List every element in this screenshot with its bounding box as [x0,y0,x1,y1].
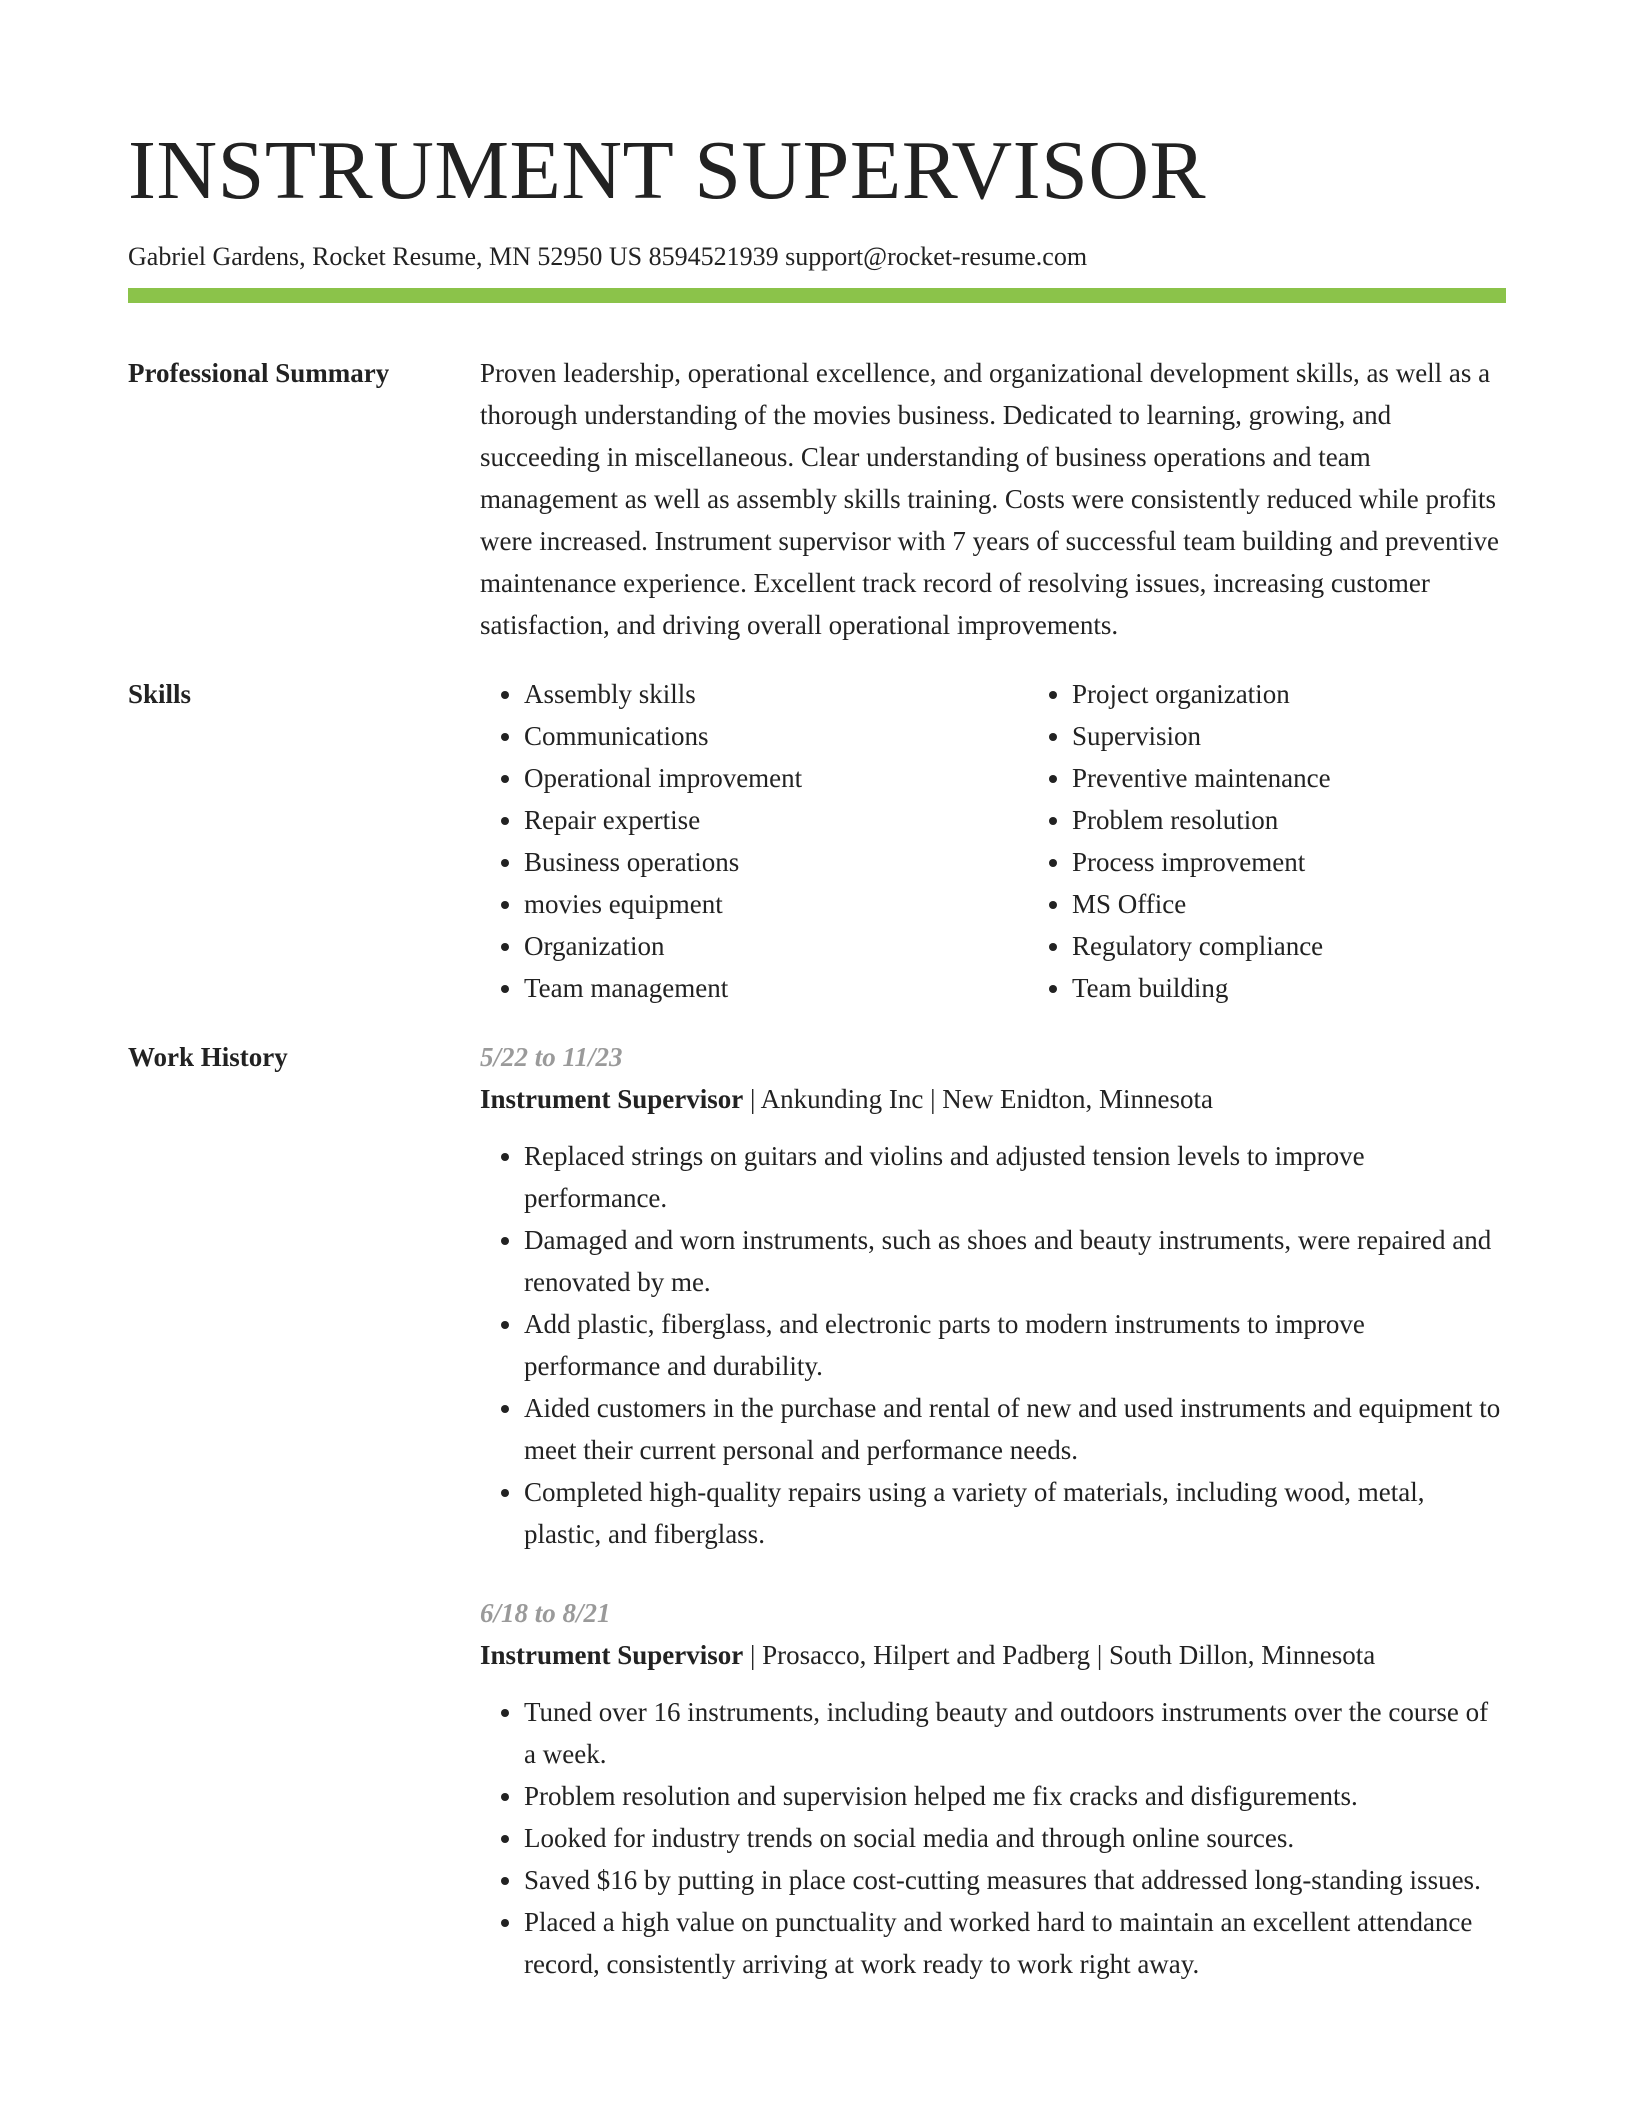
resume-page [128,0,1506,1985]
skills-heading: Skills [128,679,192,709]
job-bullet: • Placed a high value on punctuality and worked hard to maintain an excellent attendance record, consistently arriving at work ready to work right away. [524,1901,1506,1985]
skill-item: • Organization [524,925,1028,967]
work-history-section [128,1036,1506,1985]
skills-list-right [1028,673,1576,1009]
job-heading [480,1634,1506,1676]
skill-item: • Preventive maintenance [1072,757,1576,799]
skill-item: • Team building [1072,967,1576,1009]
job-bullets [480,1135,1506,1555]
skill-item: • MS Office [1072,883,1576,925]
work-history-body [480,1036,1506,1985]
job-dates: 5/22 to 11/23 [480,1042,623,1072]
job-details: | Ankunding Inc | New Enidton, Minnesota [743,1084,1214,1114]
skill-item: • Supervision [1072,715,1576,757]
skills-list-left [480,673,1028,1009]
accent-divider [128,288,1506,303]
skill-item: • Regulatory compliance [1072,925,1576,967]
resume-title: INSTRUMENT SUPERVISOR [128,124,1207,217]
job-bullets [480,1691,1506,1985]
job-details: | Prosacco, Hilpert and Padberg | South Dillon, Minnesota [743,1640,1376,1670]
job-heading [480,1078,1506,1120]
skill-item: • Project organization [1072,673,1576,715]
skill-item: • Business operations [524,841,1028,883]
skill-item: • Problem resolution [1072,799,1576,841]
job-bullet: • Completed high-quality repairs using a variety of materials, including wood, metal, plastic, and fiberglass. [524,1471,1506,1555]
skill-item: • Team management [524,967,1028,1009]
job-bullet: • Damaged and worn instruments, such as shoes and beauty instruments, were repaired and renovated by me. [524,1219,1506,1303]
skill-item: • Assembly skills [524,673,1028,715]
job-entry [480,1036,1506,1555]
skill-item: • Process improvement [1072,841,1576,883]
job-title: Instrument Supervisor [480,1084,744,1114]
summary-text: Proven leadership, operational excellence, and organizational development skills, as well as a thorough understanding of the movies business. Dedicated to learning, growing, and succeeding in miscellaneous. Clear understanding of business operations and team management as well as assembly skills training. Costs were consistently reduced while profits were increased. Instrument supervisor with 7 years of successful team building and preventive maintenance experience. Excellent track record of resolving issues, increasing customer satisfaction, and driving overall operational improvements. [480,358,1499,640]
job-bullet: • Saved $16 by putting in place cost-cutting measures that addressed long-standing issues. [524,1859,1506,1901]
skills-section [128,673,1506,1009]
summary-section [128,352,1506,646]
skill-item: • Repair expertise [524,799,1028,841]
job-title: Instrument Supervisor [480,1640,744,1670]
skills-columns [480,673,1576,1009]
job-bullet: • Replaced strings on guitars and violins and adjusted tension levels to improve performance. [524,1135,1506,1219]
skill-item: • movies equipment [524,883,1028,925]
skill-item: • Operational improvement [524,757,1028,799]
job-dates: 6/18 to 8/21 [480,1598,611,1628]
job-bullet: • Aided customers in the purchase and rental of new and used instruments and equipment to meet their current personal and performance needs. [524,1387,1506,1471]
job-bullet: • Tuned over 16 instruments, including beauty and outdoors instruments over the course of a week. [524,1691,1506,1775]
job-bullet: • Add plastic, fiberglass, and electronic parts to modern instruments to improve performance and durability. [524,1303,1506,1387]
job-bullet: • Problem resolution and supervision helped me fix cracks and disfigurements. [524,1775,1506,1817]
job-entry [480,1592,1506,1985]
skill-item: • Communications [524,715,1028,757]
summary-heading: Professional Summary [128,358,390,388]
contact-line: Gabriel Gardens, Rocket Resume, MN 52950 US 8594521939 support@rocket-resume.com [128,242,1088,271]
job-bullet: • Looked for industry trends on social media and through online sources. [524,1817,1506,1859]
work-history-heading: Work History [128,1042,288,1072]
